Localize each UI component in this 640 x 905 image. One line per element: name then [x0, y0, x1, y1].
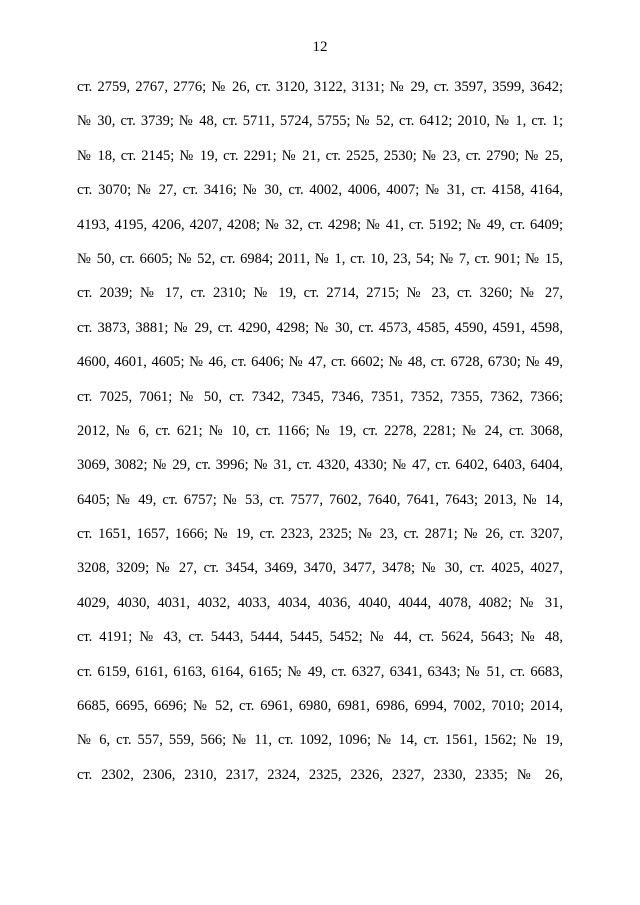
- text-line: № 30, ст. 3739; № 48, ст. 5711, 5724, 5755; № 52, ст. 6412; 2010, № 1, ст. 1;: [77, 113, 563, 130]
- page-number: 12: [312, 39, 328, 55]
- text-line: ст. 4191; № 43, ст. 5443, 5444, 5445, 5452; № 44, ст. 5624, 5643; № 48,: [77, 629, 563, 646]
- text-line: № 50, ст. 6605; № 52, ст. 6984; 2011, № 1, ст. 10, 23, 54; № 7, ст. 901; № 15,: [77, 250, 563, 267]
- text-line: № 18, ст. 2145; № 19, ст. 2291; № 21, ст. 2525, 2530; № 23, ст. 2790; № 25,: [77, 147, 563, 164]
- text-line: 3069, 3082; № 29, ст. 3996; № 31, ст. 4320, 4330; № 47, ст. 6402, 6403, 6404,: [77, 457, 563, 474]
- text-line: ст. 2302, 2306, 2310, 2317, 2324, 2325, 2326, 2327, 2330, 2335; № 26,: [77, 766, 563, 783]
- text-line: 6685, 6695, 6696; № 52, ст. 6961, 6980, 6981, 6986, 6994, 7002, 7010; 2014,: [77, 698, 563, 715]
- text-line: 3208, 3209; № 27, ст. 3454, 3469, 3470, 3477, 3478; № 30, ст. 4025, 4027,: [77, 560, 563, 577]
- text-line: 4029, 4030, 4031, 4032, 4033, 4034, 4036, 4040, 4044, 4078, 4082; № 31,: [77, 594, 563, 611]
- text-line: ст. 2039; № 17, ст. 2310; № 19, ст. 2714, 2715; № 23, ст. 3260; № 27,: [77, 285, 563, 302]
- text-line: ст. 7025, 7061; № 50, ст. 7342, 7345, 7346, 7351, 7352, 7355, 7362, 7366;: [77, 388, 563, 405]
- text-line: 4600, 4601, 4605; № 46, ст. 6406; № 47, ст. 6602; № 48, ст. 6728, 6730; № 49,: [77, 354, 563, 371]
- text-line: ст. 2759, 2767, 2776; № 26, ст. 3120, 3122, 3131; № 29, ст. 3597, 3599, 3642;: [77, 79, 563, 95]
- text-line: ст. 3873, 3881; № 29, ст. 4290, 4298; № 30, ст. 4573, 4585, 4590, 4591, 4598,: [77, 319, 563, 336]
- text-line: 4193, 4195, 4206, 4207, 4208; № 32, ст. 4298; № 41, ст. 5192; № 49, ст. 6409;: [77, 216, 563, 233]
- text-line: 6405; № 49, ст. 6757; № 53, ст. 7577, 7602, 7640, 7641, 7643; 2013, № 14,: [77, 491, 563, 508]
- text-line: 2012, № 6, ст. 621; № 10, ст. 1166; № 19, ст. 2278, 2281; № 24, ст. 3068,: [77, 422, 563, 439]
- text-line: ст. 1651, 1657, 1666; № 19, ст. 2323, 2325; № 23, ст. 2871; № 26, ст. 3207,: [77, 526, 563, 543]
- document-body: [77, 70, 563, 792]
- text-line: № 6, ст. 557, 559, 566; № 11, ст. 1092, 1096; № 14, ст. 1561, 1562; № 19,: [77, 732, 563, 749]
- text-line: ст. 3070; № 27, ст. 3416; № 30, ст. 4002, 4006, 4007; № 31, ст. 4158, 4164,: [77, 182, 563, 199]
- text-line: ст. 6159, 6161, 6163, 6164, 6165; № 49, ст. 6327, 6341, 6343; № 51, ст. 6683,: [77, 663, 563, 680]
